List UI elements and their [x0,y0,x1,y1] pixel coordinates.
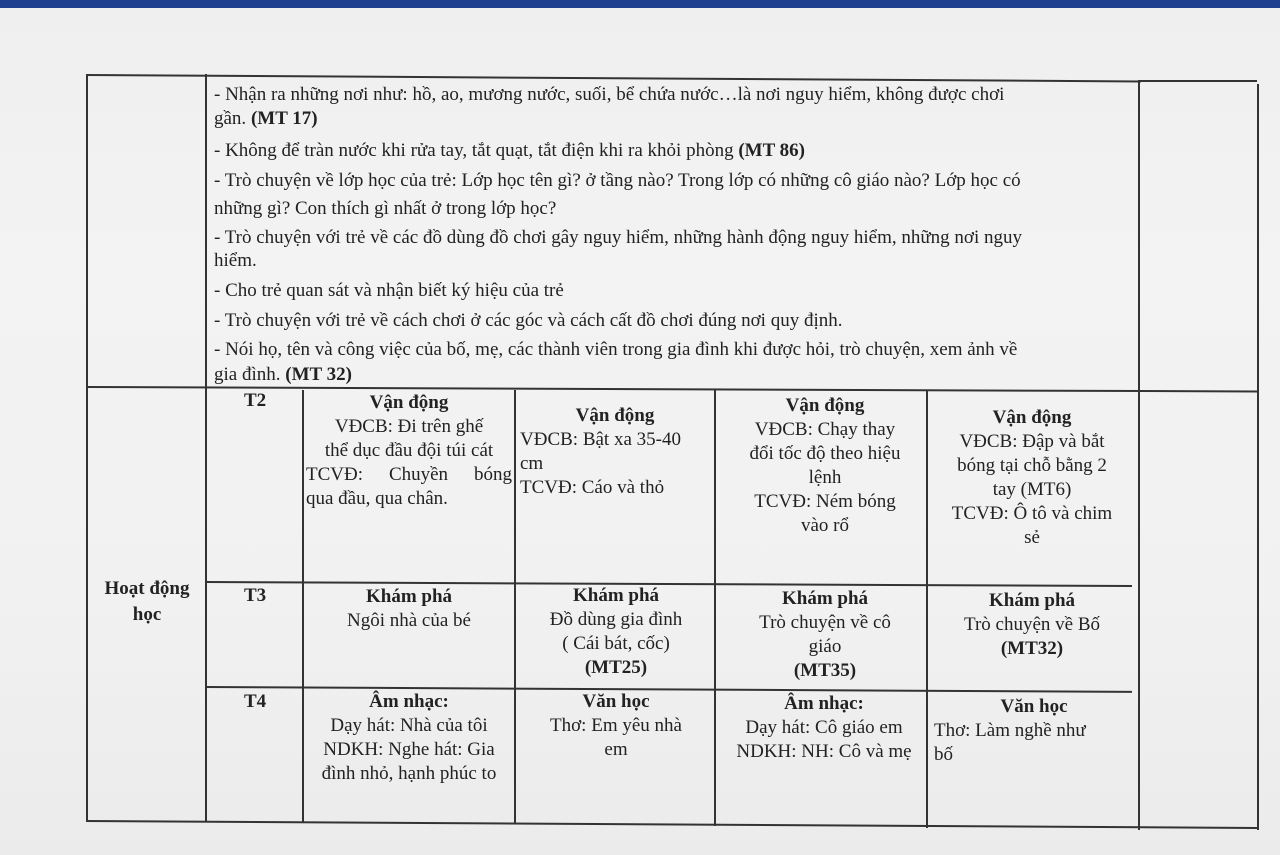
objective-code: (MT 32) [285,364,352,385]
activity-cell: Văn học Thơ: Làm nghề như bố [934,696,1086,765]
note-line: hiểm. [214,250,257,271]
top-edge-bar [0,0,1280,8]
day-label-t4: T4 [244,691,267,712]
note-line: gia đình. (MT 32) [214,364,352,385]
note-line: - Trò chuyện với trẻ về các đồ dùng đồ chơi gây nguy hiểm, những hành động nguy hiểm, những nơi nguy [214,227,1022,248]
activity-cell: Khám phá Ngôi nhà của bé [347,586,471,631]
day-label-t2: T2 [244,390,267,411]
objective-code: (MT 86) [738,140,806,161]
activity-cell: Khám phá Trò chuyện về Bố (MT32) [964,590,1100,659]
section-label: Hoạt động học [104,578,190,625]
note-line: - Nhận ra những nơi như: hồ, ao, mương nước, suối, bể chứa nước…là nơi nguy hiểm, không được chơi [214,84,1005,105]
note-line: những gì? Con thích gì nhất ở trong lớp học? [214,198,557,219]
activity-cell: Vận động VĐCB: Đập và bắt bóng tại chỗ bằng 2 tay (MT6) TCVĐ: Ô tô và chim sẻ [951,407,1113,548]
activity-cell: Âm nhạc: Dạy hát: Nhà của tôi NDKH: Nghe hát: Gia đình nhỏ, hạnh phúc to [321,691,497,784]
activity-cell: Khám phá Đồ dùng gia đình ( Cái bát, cốc) (MT25) [549,585,683,678]
note-line: - Không để tràn nước khi rửa tay, tắt quạt, tắt điện khi ra khỏi phòng (MT 86) [214,140,806,161]
objective-code: (MT 17) [250,108,318,129]
activity-cell: Văn học Thơ: Em yêu nhà em [550,691,682,760]
activity-cell: Vận động VĐCB: Bật xa 35-40 cm TCVĐ: Cáo và thỏ [520,405,681,498]
activity-cell: Vận động VĐCB: Đi trên ghế thể dục đầu đội túi cát TCVĐ: Chuyền bóng qua đầu, qua chân. [306,392,512,509]
activity-cell: Vận động VĐCB: Chạy thay đổi tốc độ theo hiệu lệnh TCVĐ: Ném bóng vào rổ [749,395,901,536]
note-line: - Trò chuyện về lớp học của trẻ: Lớp học tên gì? ở tầng nào? Trong lớp có những cô giáo nào? Lớp học có [214,170,1021,191]
note-line: gần. (MT 17) [214,108,318,129]
day-label-t3: T3 [244,585,267,606]
activity-cell: Âm nhạc: Dạy hát: Cô giáo em NDKH: NH: Cô và mẹ [736,693,912,762]
note-line: - Cho trẻ quan sát và nhận biết ký hiệu của trẻ [214,280,564,301]
note-line: - Trò chuyện với trẻ về cách chơi ở các góc và cách cất đồ chơi đúng nơi quy định. [214,310,843,331]
note-line: - Nói họ, tên và công việc của bố, mẹ, các thành viên trong gia đình khi được hỏi, trò chuyện, xem ảnh về [214,339,1018,360]
activity-cell: Khám phá Trò chuyện về cô giáo (MT35) [759,588,891,681]
